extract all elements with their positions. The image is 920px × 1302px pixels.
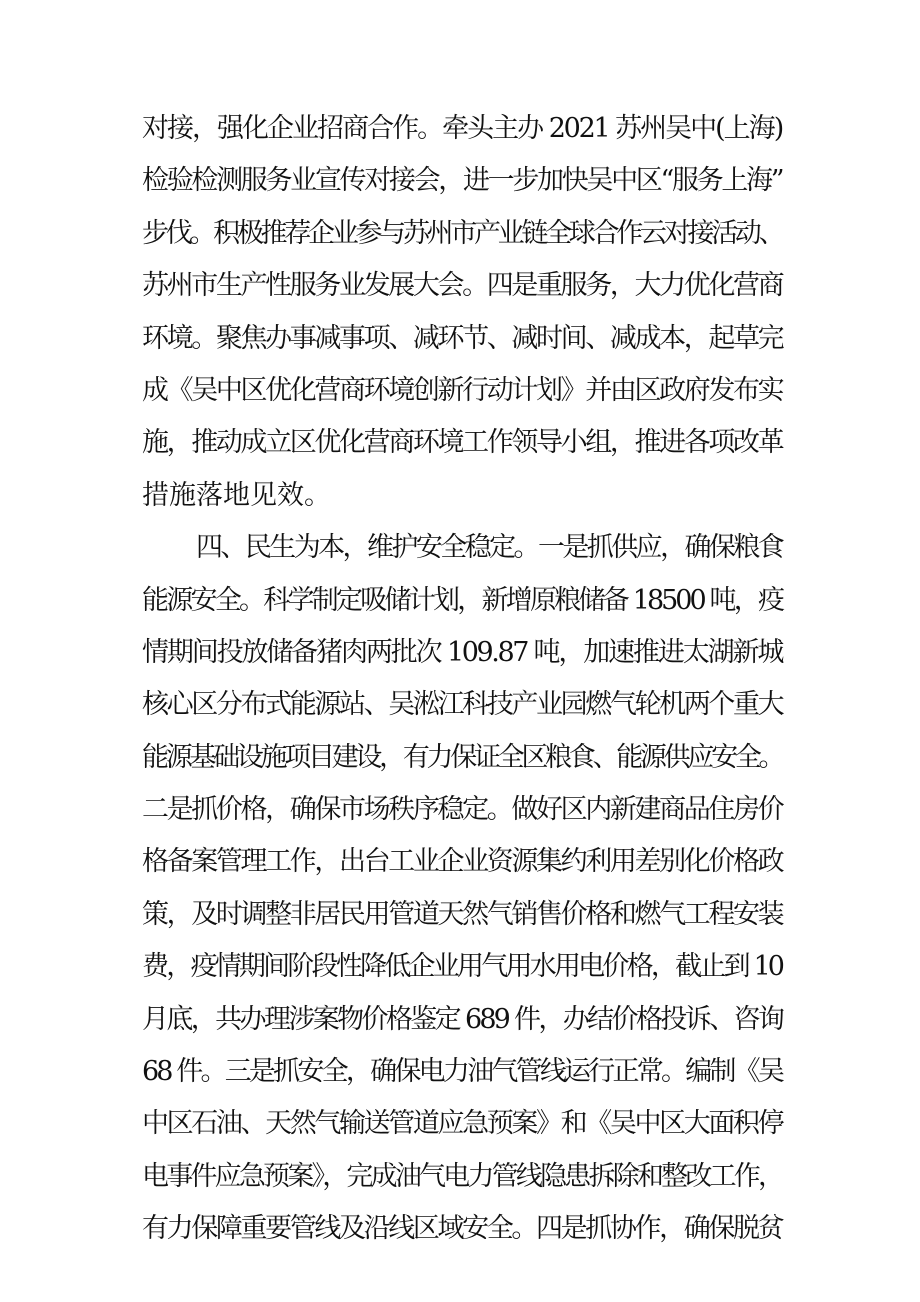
text-line: 能源基础设施项目建设，有力保证全区粮食、能源供应安全。 [142,741,782,773]
text-line: 成《吴中区优化营商环境创新行动计划》并由区政府发布实 [142,374,782,406]
text-line: 费，疫情期间阶段性降低企业用气用水用电价格，截止到 10 [142,951,782,983]
text-line: 环境。聚焦办事减事项、减环节、减时间、减成本，起草完 [142,322,782,354]
text-line: 策，及时调整非居民用管道天然气销售价格和燃气工程安装 [142,898,782,930]
text-line: 二是抓价格，确保市场秩序稳定。做好区内新建商品住房价 [142,794,782,826]
text-line: 施，推动成立区优化营商环境工作领导小组，推进各项改革 [142,427,782,459]
text-line: 电事件应急预案》，完成油气电力管线隐患拆除和整改工作， [142,1160,782,1192]
text-line: 苏州市生产性服务业发展大会。四是重服务，大力优化营商 [142,270,782,302]
text-line: 措施落地见效。 [142,479,331,511]
text-line: 月底，共办理涉案物价格鉴定 689 件，办结价格投诉、咨询 [142,1003,782,1035]
text-line: 对接，强化企业招商合作。牵头主办 2021 苏州吴中(上海) [142,113,782,144]
text-line: 68 件。三是抓安全，确保电力油气管线运行正常。编制《吴 [142,1056,782,1088]
text-line: 步伐。积极推荐企业参与苏州市产业链全球合作云对接活动、 [142,217,782,249]
text-line: 中区石油、天然气输送管道应急预案》和《吴中区大面积停 [142,1108,782,1140]
body-text [142,103,782,1256]
text-line: 核心区分布式能源站、吴淞江科技产业园燃气轮机两个重大 [142,689,782,721]
text-line: 能源安全。科学制定吸储计划，新增原粮储备 18500 吨，疫 [142,584,782,616]
text-line: 四、民生为本，维护安全稳定。一是抓供应，确保粮食 [196,532,782,564]
text-line: 情期间投放储备猪肉两批次 109.87 吨，加速推进太湖新城 [142,636,782,668]
text-line: 检验检测服务业宣传对接会，进一步加快吴中区“服务上海” [142,165,782,197]
text-line: 有力保障重要管线及沿线区域安全。四是抓协作，确保脱贫 [142,1213,782,1245]
text-line: 格备案管理工作，出台工业企业资源集约利用差别化价格政 [142,846,782,878]
